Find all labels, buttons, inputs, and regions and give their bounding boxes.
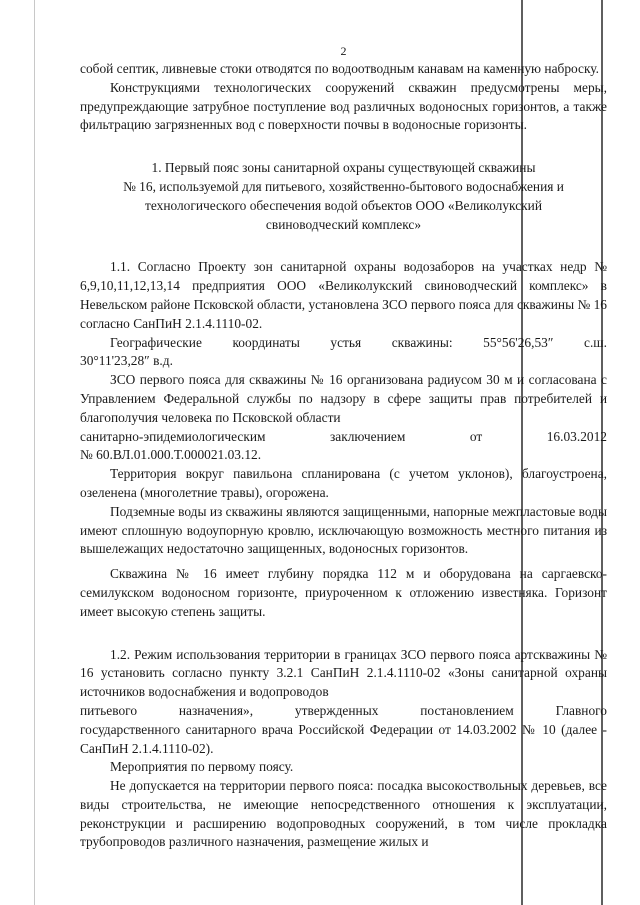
heading-line: 1. Первый пояс зоны санитарной охраны существующей скважины [151,160,536,176]
paragraph-end: государственного санитарного врача Российской Федерации от 14.03.2002 № 10 (далее - СанПиН 2.1.4.1110-02). [80,721,607,756]
paragraph: собой септик, ливневые стоки отводятся по водоотводным канавам на каменную наброску. [80,61,600,76]
paragraph: Территория вокруг павильона спланирована (с учетом уклонов), благоустроена, озеленена (многолетние травы), огорожена. [80,466,607,500]
coordinates-line-2: 30°11'23,28″ в.д. [80,353,173,369]
scan-edge [34,0,35,905]
paragraph-end: № 60.ВЛ.01.000.Т.000021.03.12. [80,447,262,463]
heading-line: № 16, используемой для питьевого, хозяйственно-бытового водоснабжения и [123,178,564,194]
paragraph: Подземные воды из скважины являются защищенными, напорные межпластовые воды имеют сплошную водоупорную кровлю, исключающую возможность местного питания из вышележащих недостаточно защищенных, водоносных горизонтов. [80,503,607,557]
coordinates-line: Географические координаты устья скважины: 55°56'26,53″ с.ш. [110,334,607,350]
justified-line: санитарно-эпидемиологическим заключением от 16.03.2012 [80,428,607,444]
paragraph: ЗСО первого пояса для скважины № 16 организована радиусом 30 м и согласована с Управлением Федеральной службы по надзору в сфере защиты прав потребителей и благополучия человека по Псковской области [80,372,607,425]
heading-line: свиноводческий комплекс» [265,216,422,232]
paragraph: Не допускается на территории первого пояса: посадка высокоствольных деревьев, все виды строительства, не имеющие непосредственного отношения к эксплуатации, реконструкции и расширению водопроводных сооружений, в том числе прокладка трубопроводов различного назначения, размещение жилых и [80,778,607,850]
paragraph: 1.2. Режим использования территории в границах ЗСО первого пояса артскважины № 16 установить согласно пункту 3.2.1 СанПиН 2.1.4.1110-02 «Зоны санитарной охраны источников водоснабжения и водопроводов [80,646,607,700]
heading-line: технологического обеспечения водой объектов ООО «Великолукский [145,197,542,213]
page-number: 2 [340,44,347,58]
paragraph: Конструкциями технологических сооружений скважин предусмотрены меры, предупреждающие затрубное поступление вод различных водоносных горизонтов, а также фильтрацию загрязненных вод с поверхности почвы в водоносные горизонты. [80,79,607,133]
paragraph: Мероприятия по первому поясу. [110,759,294,775]
paragraph: Скважина № 16 имеет глубину порядка 112 м и оборудована на саргаевско-семилукском водоносном горизонте, приуроченном к отложению известняка. Горизонт имеет высокую степень защиты. [80,566,607,619]
section-heading [80,159,607,234]
document-page [80,44,607,852]
paragraph: 1.1. Согласно Проекту зон санитарной охраны водозаборов на участках недр № 6,9,10,11,12,13,14 предприятия ООО «Великолукский свиноводческий комплекс» в Невельском районе Псковской области, установлена ЗСО первого пояса для скважины № 16 согласно СанПиН 2.1.4.1110-02. [80,259,607,331]
justified-line: питьевого назначения», утвержденных постановлением Главного [80,702,607,718]
